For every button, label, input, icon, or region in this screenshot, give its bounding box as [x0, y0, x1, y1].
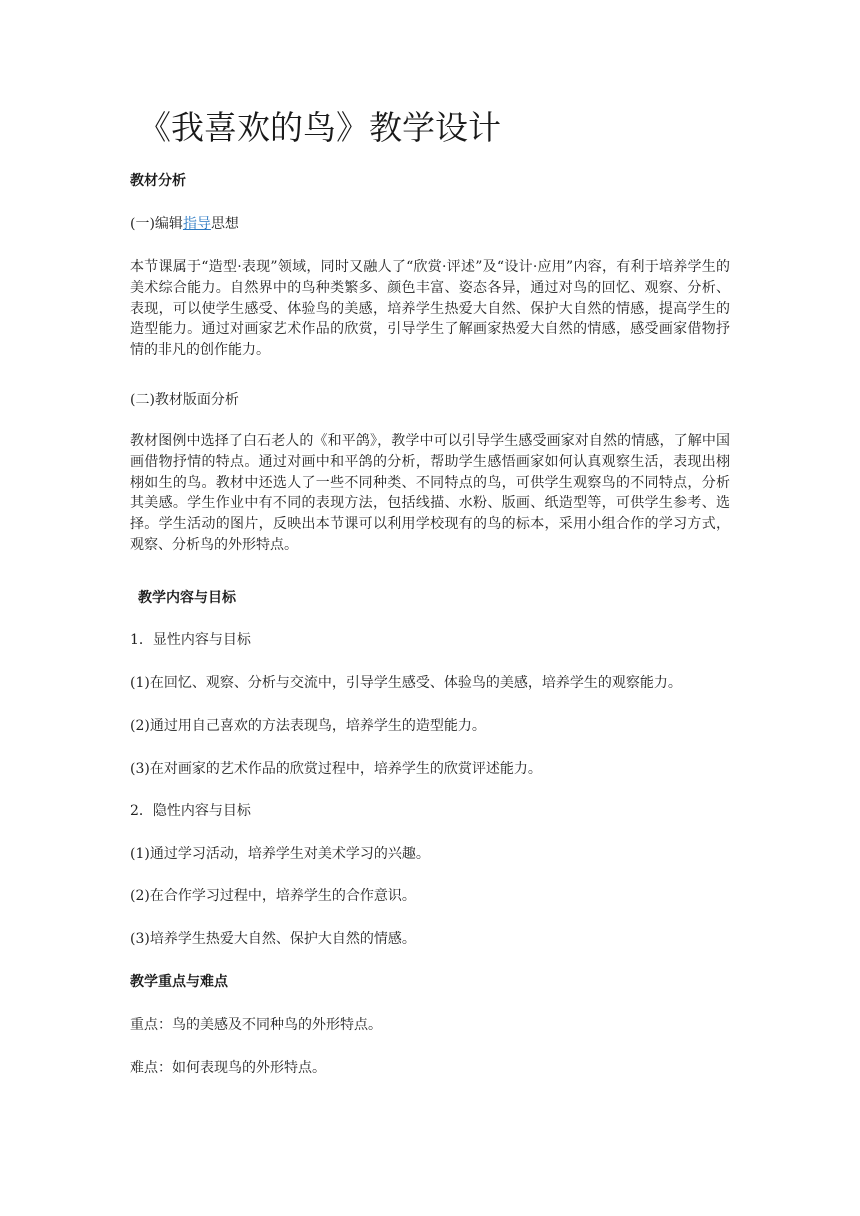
section-heading-content-goals: 教学内容与目标 [138, 590, 236, 606]
goal-item: (2)通过用自己喜欢的方法表现鸟，培养学生的造型能力。 [130, 718, 486, 734]
goal-heading-explicit: 1．显性内容与目标 [130, 632, 251, 648]
goal-item: (1)在回忆、观察、分析与交流中，引导学生感受、体验鸟的美感，培养学生的观察能力。 [130, 675, 682, 691]
section-heading-material-analysis: 教材分析 [130, 173, 186, 189]
subheading-editing-guidance [130, 214, 239, 234]
subheading-prefix: (一)编辑 [130, 216, 183, 232]
paragraph-layout-analysis: 教材图例中选择了白石老人的《和平鸽》，教学中可以引导学生感受画家对自然的情感，了解中国画借物抒情的特点。通过对画中和平鸽的分析，帮助学生感悟画家如何认真观察生活，表现出栩栩如生的鸟。教材中还选人了一些不同种类、不同特点的鸟，可供学生观察鸟的不同特点，分析其美感。学生作业中有不同的表现方法，包括线描、水粉、版画、纸造型等，可供学生参考、选择。学生活动的图片，反映出本节课可以利用学校现有的鸟的标本，采用小组合作的学习方式，观察、分析鸟的外形特点。 [130, 433, 730, 553]
guidance-link[interactable]: 指导 [182, 216, 211, 232]
difficult-point: 难点：如何表现鸟的外形特点。 [130, 1060, 326, 1076]
goal-item: (2)在合作学习过程中，培养学生的合作意识。 [130, 888, 416, 904]
subheading-suffix: 思想 [210, 216, 239, 232]
section-heading-focus-difficulty: 教学重点与难点 [130, 974, 228, 990]
goal-item: (3)在对画家的艺术作品的欣赏过程中，培养学生的欣赏评述能力。 [130, 761, 542, 777]
goal-heading-implicit: 2．隐性内容与目标 [130, 803, 251, 819]
subheading-layout-analysis: (二)教材版面分析 [130, 392, 239, 408]
focus-point: 重点：鸟的美感及不同种鸟的外形特点。 [130, 1017, 382, 1033]
paragraph-editing-guidance: 本节课属于“造型·表现”领域，同时又融人了“欣赏·评述”及“设计·应用”内容，有利于培养学生的美术综合能力。自然界中的鸟种类繁多、颜色丰富、姿态各异，通过对鸟的回忆、观察、分析、表现，可以使学生感受、体验鸟的美感，培养学生热爱大自然、保护大自然的情感，提高学生的造型能力。通过对画家艺术作品的欣赏，引导学生了解画家热爱大自然的情感，感受画家借物抒情的非凡的创作能力。 [130, 259, 730, 359]
goal-item: (1)通过学习活动，培养学生对美术学习的兴趣。 [130, 846, 430, 862]
goal-item: (3)培养学生热爱大自然、保护大自然的情感。 [130, 931, 416, 947]
document-title: 《我喜欢的鸟》教学设计 [138, 108, 501, 147]
